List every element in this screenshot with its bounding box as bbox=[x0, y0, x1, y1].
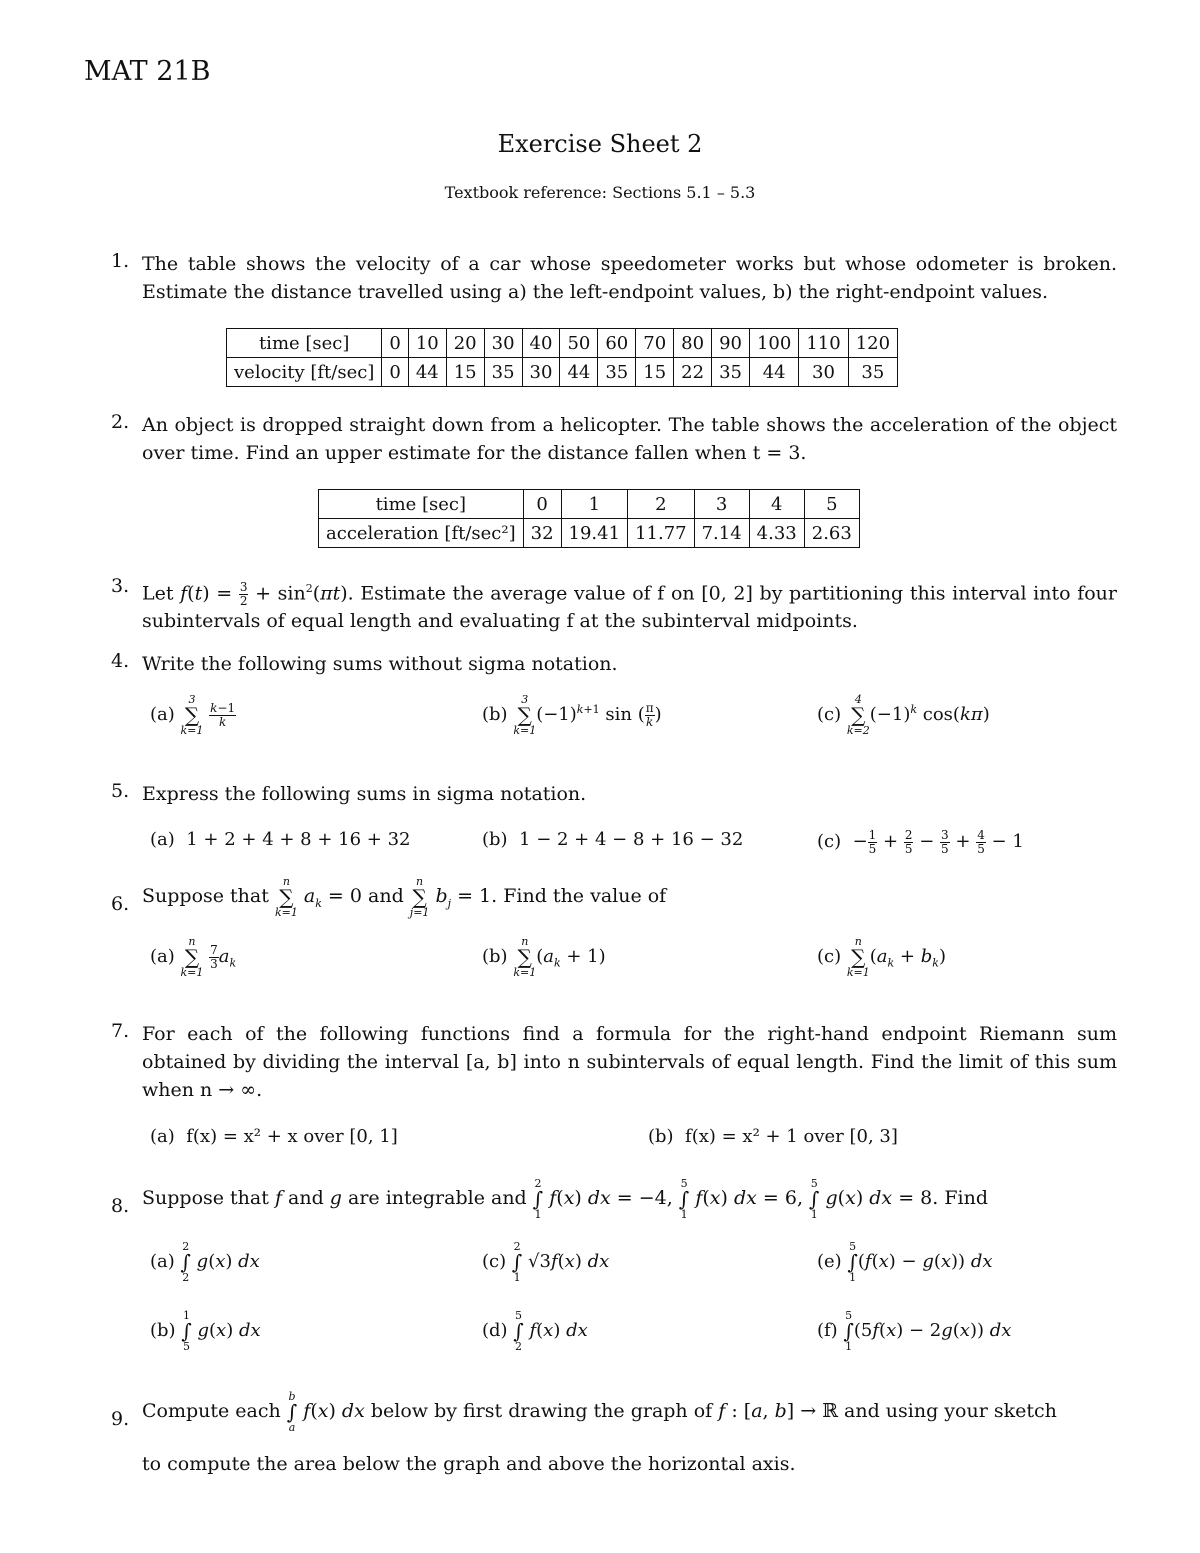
problem-9-number: 9. bbox=[111, 1408, 130, 1430]
table-row bbox=[227, 329, 898, 358]
table-cell: acceleration [ft/sec²] bbox=[319, 519, 524, 548]
table-cell: 4.33 bbox=[749, 519, 804, 548]
table-cell: 30 bbox=[484, 329, 522, 358]
problem-8-text: Suppose that f and g are integrable and 2 ∫ 1 f(x) dx = −4, 5 ∫ 1 f(x) dx = 6, 5 ∫ 1 g(x) dx = 8. Find bbox=[142, 1177, 988, 1221]
problem-7a: (a) f(x) = x² + x over [0, 1] bbox=[150, 1126, 398, 1147]
problem-8f: (f) 5 ∫ 1 (5f(x) − 2g(x)) dx bbox=[817, 1309, 1012, 1353]
table-cell: 35 bbox=[484, 358, 522, 387]
table-cell: time [sec] bbox=[319, 490, 524, 519]
table-row bbox=[319, 519, 860, 548]
table-cell: 19.41 bbox=[561, 519, 628, 548]
problem-5-number: 5. bbox=[111, 780, 130, 802]
course-code: MAT 21B bbox=[84, 56, 211, 87]
table-cell: 11.77 bbox=[628, 519, 695, 548]
table-cell: 100 bbox=[749, 329, 798, 358]
problem-7-number: 7. bbox=[111, 1020, 130, 1042]
table-cell: 90 bbox=[712, 329, 750, 358]
table-cell: 7.14 bbox=[694, 519, 749, 548]
problem-4c: (c) 4 ∑ k=2 $(-1)^k$ cos(kπ) bbox=[817, 693, 990, 737]
problem-3-text: Let f(t) = $\frac{3}{2}$ + $\sin^2(\pi t)$. Estimate the average value of f on [0, 2] by partitioning this interval into four subintervals of equal length and evaluating f at the subinterval midpoints. bbox=[142, 580, 1117, 633]
problem-5c: (c) − $\frac{1}{5}$ + $\frac{2}{5}$ − $\frac{3}{5}$ + $\frac{4}{5}$ − 1 bbox=[817, 828, 1024, 856]
table-cell: 30 bbox=[799, 358, 848, 387]
problem-5b: (b) 1 − 2 + 4 − 8 + 16 − 32 bbox=[482, 829, 744, 850]
table-cell: 1 bbox=[561, 490, 628, 519]
problem-4b: (b) 3 ∑ k=1 $(-1)^{k+1}$ sin ( $\frac{\pi}{k}$ ) bbox=[482, 693, 662, 737]
problem-7-text: For each of the following functions find a formula for the right-hand endpoint Riemann sum obtained by dividing the interval [a, b] into n subintervals of equal length. Find the limit of this sum when n → ∞. bbox=[142, 1023, 1117, 1101]
problem-7b: (b) f(x) = x² + 1 over [0, 3] bbox=[648, 1126, 898, 1147]
problem-2-number: 2. bbox=[111, 411, 130, 433]
problem-4-number: 4. bbox=[111, 650, 130, 672]
table-cell: 44 bbox=[560, 358, 598, 387]
problem-6b: (b) n ∑ k=1 $(a_k + 1)$ bbox=[482, 935, 606, 979]
table-cell: 0 bbox=[382, 329, 408, 358]
problem-9-text-line2: to compute the area below the graph and above the horizontal axis. bbox=[142, 1453, 796, 1475]
problem-8a: (a) 2 ∫ 2 g(x) dx bbox=[150, 1240, 260, 1284]
table-cell: time [sec] bbox=[227, 329, 382, 358]
table-cell: 35 bbox=[712, 358, 750, 387]
problem-8d: (d) 5 ∫ 2 f(x) dx bbox=[482, 1309, 588, 1353]
table-cell: 10 bbox=[408, 329, 446, 358]
problem-8c: (c) 2 ∫ 1 √3f(x) dx bbox=[482, 1240, 610, 1284]
textbook-reference: Textbook reference: Sections 5.1 – 5.3 bbox=[444, 183, 756, 202]
table-cell: 15 bbox=[636, 358, 674, 387]
problem-6a: (a) n ∑ k=1 $\frac{7}{3}$ $a_k$ bbox=[150, 935, 237, 979]
table-cell: 110 bbox=[799, 329, 848, 358]
table-cell: 4 bbox=[749, 490, 804, 519]
problem-6-text: Suppose that n ∑ k=1 $a_k = 0$ and n ∑ j=1 $b_j = 1$. Find the value of bbox=[142, 875, 667, 919]
problem-1-text: The table shows the velocity of a car whose speedometer works but whose odometer is broken. Estimate the distance travelled using a) the left-endpoint values, b) the right-endpoint values. bbox=[142, 253, 1117, 303]
table-cell: 44 bbox=[749, 358, 798, 387]
sheet-title: Exercise Sheet 2 bbox=[497, 130, 703, 158]
problem-3-text-rest: . Estimate the average value of f on [0, 2] by partitioning this interval into four subintervals of equal length and evaluating f at the subinterval midpoints. bbox=[142, 582, 1117, 633]
table-cell: 35 bbox=[598, 358, 636, 387]
table-cell: 40 bbox=[522, 329, 560, 358]
table-cell: 70 bbox=[636, 329, 674, 358]
table-cell: 50 bbox=[560, 329, 598, 358]
table-cell: 120 bbox=[848, 329, 897, 358]
problem-1-number: 1. bbox=[111, 250, 130, 272]
problem-4a: (a) 3 ∑ k=1 $\frac{k-1}{k}$ bbox=[150, 693, 236, 737]
table-cell: 32 bbox=[523, 519, 561, 548]
table-cell: 44 bbox=[408, 358, 446, 387]
acceleration-table bbox=[318, 489, 860, 548]
problem-2-text: An object is dropped straight down from a helicopter. The table shows the acceleration of the object over time. Find an upper estimate for the distance fallen when t = 3. bbox=[142, 414, 1117, 464]
problem-6c: (c) n ∑ k=1 $(a_k + b_k)$ bbox=[817, 935, 946, 979]
table-cell: 0 bbox=[523, 490, 561, 519]
problem-5a: (a) 1 + 2 + 4 + 8 + 16 + 32 bbox=[150, 829, 411, 850]
problem-5-text: Express the following sums in sigma notation. bbox=[142, 783, 587, 805]
table-cell: 3 bbox=[694, 490, 749, 519]
problem-3-number: 3. bbox=[111, 575, 130, 597]
problem-6-number: 6. bbox=[111, 893, 130, 915]
table-cell: 35 bbox=[848, 358, 897, 387]
table-cell: 15 bbox=[446, 358, 484, 387]
table-cell: 80 bbox=[674, 329, 712, 358]
table-row bbox=[227, 358, 898, 387]
problem-8-number: 8. bbox=[111, 1195, 130, 1217]
problem-8e: (e) 5 ∫ 1 (f(x) − g(x)) dx bbox=[817, 1240, 993, 1284]
table-cell: 22 bbox=[674, 358, 712, 387]
table-row bbox=[319, 490, 860, 519]
table-cell: 5 bbox=[804, 490, 859, 519]
velocity-table bbox=[226, 328, 898, 387]
table-cell: velocity [ft/sec] bbox=[227, 358, 382, 387]
problem-8b: (b) 1 ∫ 5 g(x) dx bbox=[150, 1309, 261, 1353]
problem-9-text: Compute each b ∫ a f(x) dx below by first drawing the graph of f : [a, b] → ℝ and using your sketch bbox=[142, 1390, 1057, 1434]
table-cell: 20 bbox=[446, 329, 484, 358]
table-cell: 30 bbox=[522, 358, 560, 387]
table-cell: 2 bbox=[628, 490, 695, 519]
table-cell: 0 bbox=[382, 358, 408, 387]
table-cell: 2.63 bbox=[804, 519, 859, 548]
problem-4-text: Write the following sums without sigma notation. bbox=[142, 653, 618, 675]
table-cell: 60 bbox=[598, 329, 636, 358]
